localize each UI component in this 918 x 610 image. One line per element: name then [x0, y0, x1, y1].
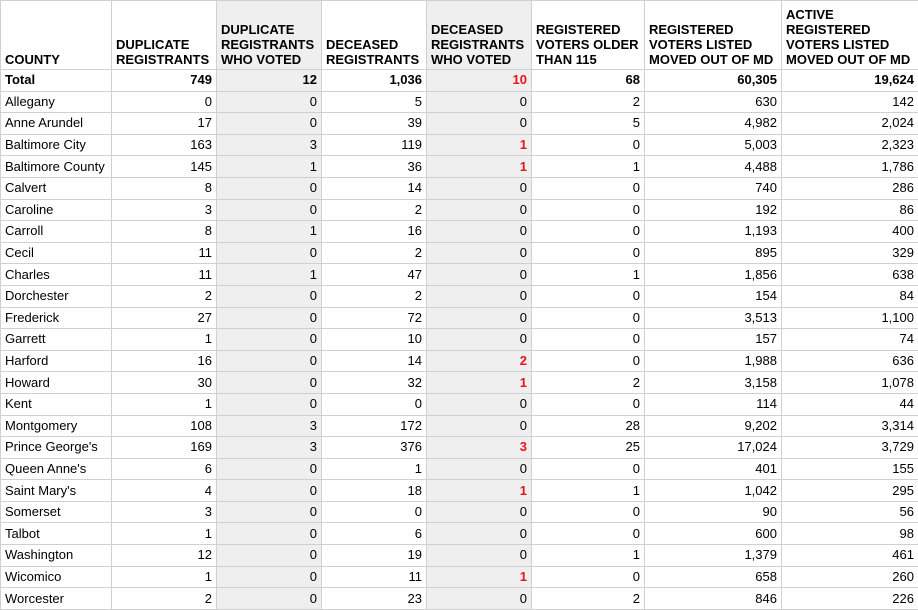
cell-duplicate-who-voted: 1 — [217, 264, 322, 286]
cell-deceased-registrants: 11 — [322, 566, 427, 588]
cell-deceased-registrants: 2 — [322, 285, 427, 307]
table-row — [1, 545, 918, 567]
cell-duplicate-registrants: 2 — [112, 588, 217, 610]
cell-county: Kent — [1, 393, 112, 415]
table-row — [1, 134, 918, 156]
cell-county: Cecil — [1, 242, 112, 264]
cell-duplicate-registrants: 12 — [112, 545, 217, 567]
cell-county: Total — [1, 70, 112, 92]
cell-older-than-115: 1 — [532, 264, 645, 286]
cell-older-than-115: 1 — [532, 545, 645, 567]
cell-county: Frederick — [1, 307, 112, 329]
cell-deceased-who-voted: 0 — [427, 221, 532, 243]
table-body — [1, 70, 918, 610]
cell-duplicate-registrants: 16 — [112, 350, 217, 372]
table-row — [1, 350, 918, 372]
cell-moved-out-of-md: 5,003 — [645, 134, 782, 156]
table-row — [1, 437, 918, 459]
cell-duplicate-who-voted: 0 — [217, 91, 322, 113]
cell-deceased-who-voted: 1 — [427, 134, 532, 156]
header-moved-out-of-md: REGISTERED VOTERS LISTED MOVED OUT OF MD — [645, 1, 782, 70]
cell-deceased-who-voted: 0 — [427, 177, 532, 199]
cell-active-moved-out-of-md: 260 — [782, 566, 918, 588]
cell-duplicate-who-voted: 0 — [217, 285, 322, 307]
cell-deceased-registrants: 1 — [322, 458, 427, 480]
cell-deceased-who-voted: 0 — [427, 458, 532, 480]
cell-moved-out-of-md: 4,488 — [645, 156, 782, 178]
cell-moved-out-of-md: 1,379 — [645, 545, 782, 567]
table-row — [1, 307, 918, 329]
cell-moved-out-of-md: 17,024 — [645, 437, 782, 459]
cell-older-than-115: 0 — [532, 523, 645, 545]
cell-deceased-registrants: 36 — [322, 156, 427, 178]
cell-duplicate-who-voted: 0 — [217, 242, 322, 264]
header-active-moved-out-of-md: ACTIVE REGISTERED VOTERS LISTED MOVED OUT OF MD — [782, 1, 918, 70]
cell-active-moved-out-of-md: 3,314 — [782, 415, 918, 437]
table-row — [1, 285, 918, 307]
cell-county: Garrett — [1, 329, 112, 351]
cell-moved-out-of-md: 895 — [645, 242, 782, 264]
cell-moved-out-of-md: 60,305 — [645, 70, 782, 92]
header-duplicate-registrants: DUPLICATE REGISTRANTS — [112, 1, 217, 70]
cell-active-moved-out-of-md: 400 — [782, 221, 918, 243]
cell-moved-out-of-md: 600 — [645, 523, 782, 545]
cell-duplicate-registrants: 145 — [112, 156, 217, 178]
cell-active-moved-out-of-md: 98 — [782, 523, 918, 545]
cell-deceased-registrants: 119 — [322, 134, 427, 156]
table-row — [1, 566, 918, 588]
cell-duplicate-registrants: 3 — [112, 199, 217, 221]
cell-deceased-registrants: 14 — [322, 350, 427, 372]
total-row — [1, 70, 918, 92]
cell-county: Montgomery — [1, 415, 112, 437]
cell-duplicate-registrants: 2 — [112, 285, 217, 307]
table-row — [1, 221, 918, 243]
cell-duplicate-who-voted: 0 — [217, 199, 322, 221]
cell-active-moved-out-of-md: 1,100 — [782, 307, 918, 329]
cell-older-than-115: 0 — [532, 566, 645, 588]
cell-moved-out-of-md: 401 — [645, 458, 782, 480]
cell-moved-out-of-md: 9,202 — [645, 415, 782, 437]
cell-duplicate-who-voted: 0 — [217, 113, 322, 135]
cell-older-than-115: 0 — [532, 221, 645, 243]
cell-duplicate-who-voted: 1 — [217, 221, 322, 243]
cell-older-than-115: 0 — [532, 285, 645, 307]
cell-older-than-115: 1 — [532, 156, 645, 178]
cell-moved-out-of-md: 1,988 — [645, 350, 782, 372]
cell-duplicate-registrants: 1 — [112, 393, 217, 415]
cell-deceased-who-voted: 0 — [427, 91, 532, 113]
table-row — [1, 372, 918, 394]
cell-active-moved-out-of-md: 86 — [782, 199, 918, 221]
cell-deceased-who-voted: 0 — [427, 545, 532, 567]
table-row — [1, 523, 918, 545]
cell-moved-out-of-md: 90 — [645, 501, 782, 523]
cell-active-moved-out-of-md: 19,624 — [782, 70, 918, 92]
cell-deceased-who-voted: 0 — [427, 285, 532, 307]
cell-duplicate-who-voted: 0 — [217, 393, 322, 415]
cell-moved-out-of-md: 1,856 — [645, 264, 782, 286]
cell-county: Washington — [1, 545, 112, 567]
cell-duplicate-who-voted: 0 — [217, 523, 322, 545]
cell-active-moved-out-of-md: 142 — [782, 91, 918, 113]
header-deceased-registrants: DECEASED REGISTRANTS — [322, 1, 427, 70]
cell-older-than-115: 0 — [532, 458, 645, 480]
cell-active-moved-out-of-md: 44 — [782, 393, 918, 415]
cell-older-than-115: 25 — [532, 437, 645, 459]
table-row — [1, 91, 918, 113]
cell-moved-out-of-md: 846 — [645, 588, 782, 610]
table-row — [1, 242, 918, 264]
cell-moved-out-of-md: 658 — [645, 566, 782, 588]
cell-county: Talbot — [1, 523, 112, 545]
table-row — [1, 156, 918, 178]
header-older-than-115: REGISTERED VOTERS OLDER THAN 115 — [532, 1, 645, 70]
cell-moved-out-of-md: 3,158 — [645, 372, 782, 394]
cell-duplicate-registrants: 1 — [112, 566, 217, 588]
cell-county: Baltimore City — [1, 134, 112, 156]
cell-deceased-who-voted: 10 — [427, 70, 532, 92]
cell-duplicate-registrants: 1 — [112, 329, 217, 351]
cell-duplicate-registrants: 11 — [112, 264, 217, 286]
cell-county: Caroline — [1, 199, 112, 221]
cell-deceased-who-voted: 0 — [427, 523, 532, 545]
cell-older-than-115: 28 — [532, 415, 645, 437]
cell-active-moved-out-of-md: 84 — [782, 285, 918, 307]
cell-active-moved-out-of-md: 2,323 — [782, 134, 918, 156]
cell-duplicate-who-voted: 0 — [217, 329, 322, 351]
cell-duplicate-registrants: 163 — [112, 134, 217, 156]
table-row — [1, 501, 918, 523]
cell-active-moved-out-of-md: 155 — [782, 458, 918, 480]
cell-active-moved-out-of-md: 295 — [782, 480, 918, 502]
cell-active-moved-out-of-md: 74 — [782, 329, 918, 351]
cell-duplicate-registrants: 11 — [112, 242, 217, 264]
cell-deceased-who-voted: 0 — [427, 199, 532, 221]
cell-deceased-registrants: 2 — [322, 242, 427, 264]
cell-moved-out-of-md: 3,513 — [645, 307, 782, 329]
cell-active-moved-out-of-md: 3,729 — [782, 437, 918, 459]
cell-duplicate-registrants: 6 — [112, 458, 217, 480]
cell-older-than-115: 0 — [532, 350, 645, 372]
cell-deceased-who-voted: 0 — [427, 329, 532, 351]
cell-deceased-registrants: 39 — [322, 113, 427, 135]
cell-deceased-who-voted: 1 — [427, 566, 532, 588]
cell-deceased-who-voted: 0 — [427, 242, 532, 264]
cell-county: Wicomico — [1, 566, 112, 588]
cell-duplicate-registrants: 17 — [112, 113, 217, 135]
cell-deceased-who-voted: 1 — [427, 372, 532, 394]
cell-duplicate-registrants: 4 — [112, 480, 217, 502]
cell-deceased-who-voted: 0 — [427, 415, 532, 437]
header-deceased-who-voted: DECEASED REGISTRANTS WHO VOTED — [427, 1, 532, 70]
cell-older-than-115: 0 — [532, 307, 645, 329]
cell-duplicate-who-voted: 0 — [217, 307, 322, 329]
cell-county: Carroll — [1, 221, 112, 243]
table-row — [1, 458, 918, 480]
table-row — [1, 480, 918, 502]
cell-active-moved-out-of-md: 638 — [782, 264, 918, 286]
cell-deceased-registrants: 2 — [322, 199, 427, 221]
header-county: COUNTY — [1, 1, 112, 70]
cell-county: Charles — [1, 264, 112, 286]
cell-active-moved-out-of-md: 1,078 — [782, 372, 918, 394]
cell-moved-out-of-md: 192 — [645, 199, 782, 221]
cell-moved-out-of-md: 740 — [645, 177, 782, 199]
cell-moved-out-of-md: 1,042 — [645, 480, 782, 502]
cell-older-than-115: 0 — [532, 177, 645, 199]
cell-deceased-registrants: 47 — [322, 264, 427, 286]
table-row — [1, 393, 918, 415]
cell-county: Dorchester — [1, 285, 112, 307]
cell-active-moved-out-of-md: 226 — [782, 588, 918, 610]
cell-county: Queen Anne's — [1, 458, 112, 480]
cell-deceased-registrants: 172 — [322, 415, 427, 437]
cell-deceased-registrants: 18 — [322, 480, 427, 502]
cell-deceased-registrants: 0 — [322, 393, 427, 415]
cell-duplicate-registrants: 169 — [112, 437, 217, 459]
table-row — [1, 264, 918, 286]
cell-duplicate-who-voted: 0 — [217, 588, 322, 610]
cell-deceased-who-voted: 0 — [427, 393, 532, 415]
cell-deceased-registrants: 14 — [322, 177, 427, 199]
cell-deceased-registrants: 10 — [322, 329, 427, 351]
cell-moved-out-of-md: 154 — [645, 285, 782, 307]
cell-county: Anne Arundel — [1, 113, 112, 135]
cell-duplicate-who-voted: 3 — [217, 415, 322, 437]
cell-deceased-registrants: 0 — [322, 501, 427, 523]
cell-duplicate-who-voted: 0 — [217, 545, 322, 567]
cell-county: Somerset — [1, 501, 112, 523]
cell-county: Allegany — [1, 91, 112, 113]
cell-county: Howard — [1, 372, 112, 394]
cell-duplicate-who-voted: 0 — [217, 458, 322, 480]
cell-moved-out-of-md: 630 — [645, 91, 782, 113]
cell-moved-out-of-md: 1,193 — [645, 221, 782, 243]
cell-deceased-registrants: 5 — [322, 91, 427, 113]
cell-duplicate-registrants: 8 — [112, 177, 217, 199]
cell-deceased-registrants: 32 — [322, 372, 427, 394]
cell-deceased-who-voted: 1 — [427, 156, 532, 178]
cell-duplicate-who-voted: 0 — [217, 372, 322, 394]
cell-older-than-115: 0 — [532, 501, 645, 523]
cell-older-than-115: 0 — [532, 242, 645, 264]
cell-older-than-115: 0 — [532, 199, 645, 221]
cell-moved-out-of-md: 114 — [645, 393, 782, 415]
cell-active-moved-out-of-md: 56 — [782, 501, 918, 523]
cell-deceased-who-voted: 1 — [427, 480, 532, 502]
cell-duplicate-registrants: 749 — [112, 70, 217, 92]
cell-older-than-115: 2 — [532, 588, 645, 610]
cell-active-moved-out-of-md: 329 — [782, 242, 918, 264]
cell-duplicate-who-voted: 1 — [217, 156, 322, 178]
table-row — [1, 588, 918, 610]
cell-duplicate-registrants: 1 — [112, 523, 217, 545]
cell-deceased-registrants: 376 — [322, 437, 427, 459]
cell-deceased-registrants: 16 — [322, 221, 427, 243]
cell-duplicate-registrants: 27 — [112, 307, 217, 329]
cell-moved-out-of-md: 4,982 — [645, 113, 782, 135]
cell-deceased-registrants: 72 — [322, 307, 427, 329]
header-duplicate-who-voted: DUPLICATE REGISTRANTS WHO VOTED — [217, 1, 322, 70]
cell-active-moved-out-of-md: 636 — [782, 350, 918, 372]
cell-duplicate-who-voted: 12 — [217, 70, 322, 92]
table-row — [1, 329, 918, 351]
cell-duplicate-who-voted: 0 — [217, 350, 322, 372]
cell-older-than-115: 0 — [532, 134, 645, 156]
header-row — [1, 1, 918, 70]
cell-deceased-who-voted: 0 — [427, 264, 532, 286]
table-row — [1, 415, 918, 437]
cell-duplicate-who-voted: 0 — [217, 480, 322, 502]
cell-county: Prince George's — [1, 437, 112, 459]
cell-deceased-who-voted: 2 — [427, 350, 532, 372]
cell-older-than-115: 68 — [532, 70, 645, 92]
cell-deceased-registrants: 23 — [322, 588, 427, 610]
cell-active-moved-out-of-md: 2,024 — [782, 113, 918, 135]
cell-active-moved-out-of-md: 461 — [782, 545, 918, 567]
cell-active-moved-out-of-md: 286 — [782, 177, 918, 199]
table-row — [1, 113, 918, 135]
cell-duplicate-who-voted: 0 — [217, 177, 322, 199]
table-row — [1, 177, 918, 199]
cell-county: Calvert — [1, 177, 112, 199]
cell-duplicate-registrants: 30 — [112, 372, 217, 394]
cell-deceased-who-voted: 3 — [427, 437, 532, 459]
cell-deceased-who-voted: 0 — [427, 501, 532, 523]
cell-duplicate-registrants: 8 — [112, 221, 217, 243]
cell-older-than-115: 0 — [532, 329, 645, 351]
cell-older-than-115: 2 — [532, 372, 645, 394]
cell-deceased-registrants: 19 — [322, 545, 427, 567]
cell-county: Saint Mary's — [1, 480, 112, 502]
cell-deceased-registrants: 1,036 — [322, 70, 427, 92]
table-row — [1, 199, 918, 221]
cell-deceased-who-voted: 0 — [427, 307, 532, 329]
cell-duplicate-who-voted: 0 — [217, 501, 322, 523]
cell-older-than-115: 5 — [532, 113, 645, 135]
cell-duplicate-who-voted: 0 — [217, 566, 322, 588]
cell-county: Worcester — [1, 588, 112, 610]
cell-duplicate-who-voted: 3 — [217, 134, 322, 156]
cell-older-than-115: 0 — [532, 393, 645, 415]
cell-deceased-who-voted: 0 — [427, 588, 532, 610]
cell-older-than-115: 1 — [532, 480, 645, 502]
cell-active-moved-out-of-md: 1,786 — [782, 156, 918, 178]
cell-duplicate-registrants: 108 — [112, 415, 217, 437]
cell-deceased-registrants: 6 — [322, 523, 427, 545]
cell-county: Harford — [1, 350, 112, 372]
cell-older-than-115: 2 — [532, 91, 645, 113]
cell-county: Baltimore County — [1, 156, 112, 178]
cell-deceased-who-voted: 0 — [427, 113, 532, 135]
cell-moved-out-of-md: 157 — [645, 329, 782, 351]
cell-duplicate-who-voted: 3 — [217, 437, 322, 459]
cell-duplicate-registrants: 0 — [112, 91, 217, 113]
cell-duplicate-registrants: 3 — [112, 501, 217, 523]
